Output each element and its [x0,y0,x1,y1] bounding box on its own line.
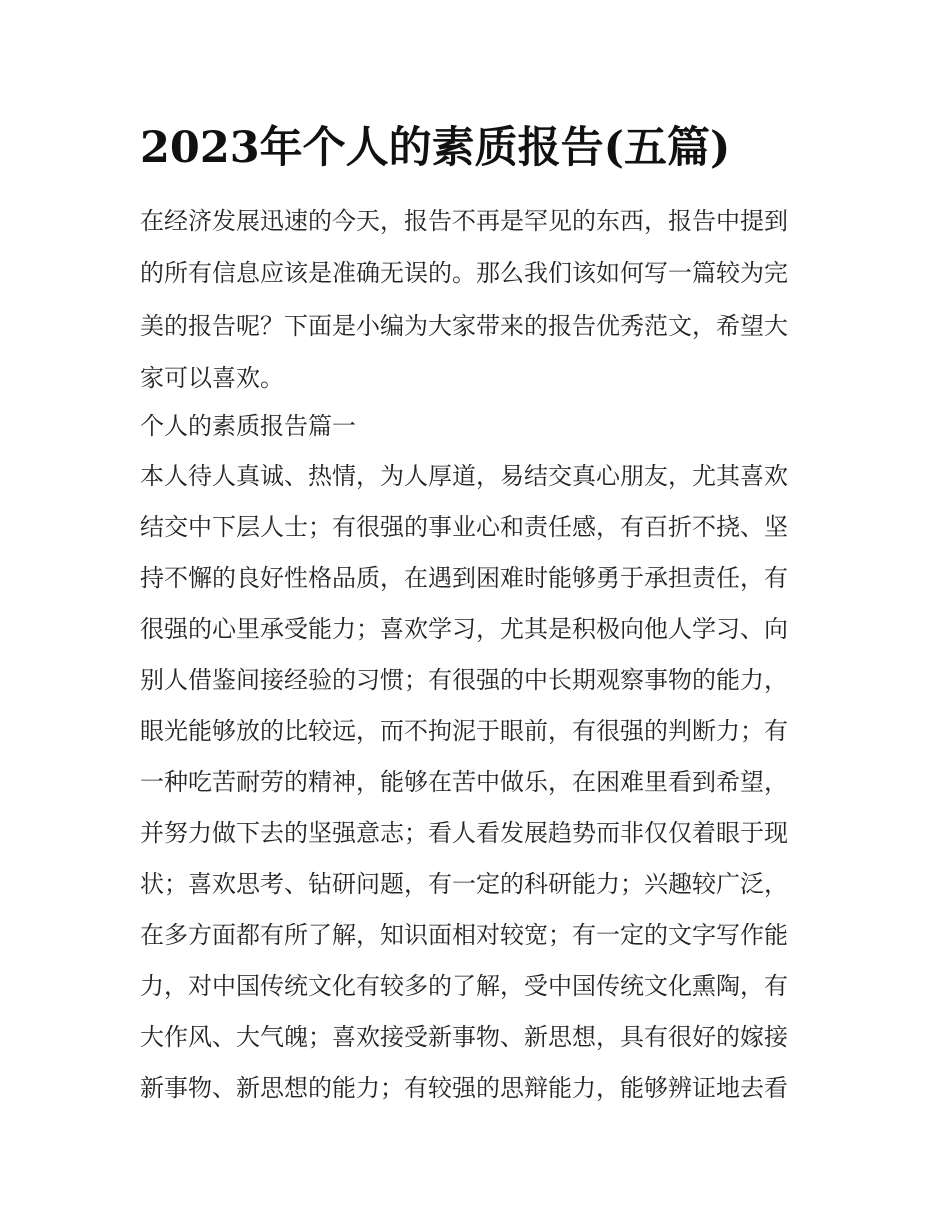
body-line: 新事物、新思想的能力；有较强的思辩能力，能够辨证地去看 [140,1074,788,1102]
body-line: 很强的心里承受能力；喜欢学习，尤其是积极向他人学习、向 [140,615,788,643]
section-heading: 个人的素质报告篇一 [140,412,356,440]
intro-line: 的所有信息应该是准确无误的。那么我们该如何写一篇较为完 [140,259,788,287]
intro-line: 家可以喜欢。 [140,364,284,392]
body-line: 状；喜欢思考、钻研问题，有一定的科研能力；兴趣较广泛， [140,870,788,898]
body-line: 持不懈的良好性格品质，在遇到困难时能够勇于承担责任，有 [140,564,788,592]
body-line: 大作风、大气魄；喜欢接受新事物、新思想，具有很好的嫁接 [140,1023,788,1051]
body-line: 结交中下层人士；有很强的事业心和责任感，有百折不挠、坚 [140,513,788,541]
body-line: 并努力做下去的坚强意志；看人看发展趋势而非仅仅着眼于现 [140,819,788,847]
body-line: 眼光能够放的比较远，而不拘泥于眼前，有很强的判断力；有 [140,717,788,745]
document-title: 2023年个人的素质报告(五篇) [140,123,731,173]
intro-line: 美的报告呢？下面是小编为大家带来的报告优秀范文，希望大 [140,312,788,340]
body-line: 别人借鉴间接经验的习惯；有很强的中长期观察事物的能力， [140,666,788,694]
body-line: 本人待人真诚、热情，为人厚道，易结交真心朋友，尤其喜欢 [140,462,788,490]
body-line: 一种吃苦耐劳的精神，能够在苦中做乐，在困难里看到希望， [140,768,788,796]
intro-line: 在经济发展迅速的今天，报告不再是罕见的东西，报告中提到 [140,207,788,235]
body-line: 力，对中国传统文化有较多的了解，受中国传统文化熏陶，有 [140,972,788,1000]
body-line: 在多方面都有所了解，知识面相对较宽；有一定的文字写作能 [140,921,788,949]
